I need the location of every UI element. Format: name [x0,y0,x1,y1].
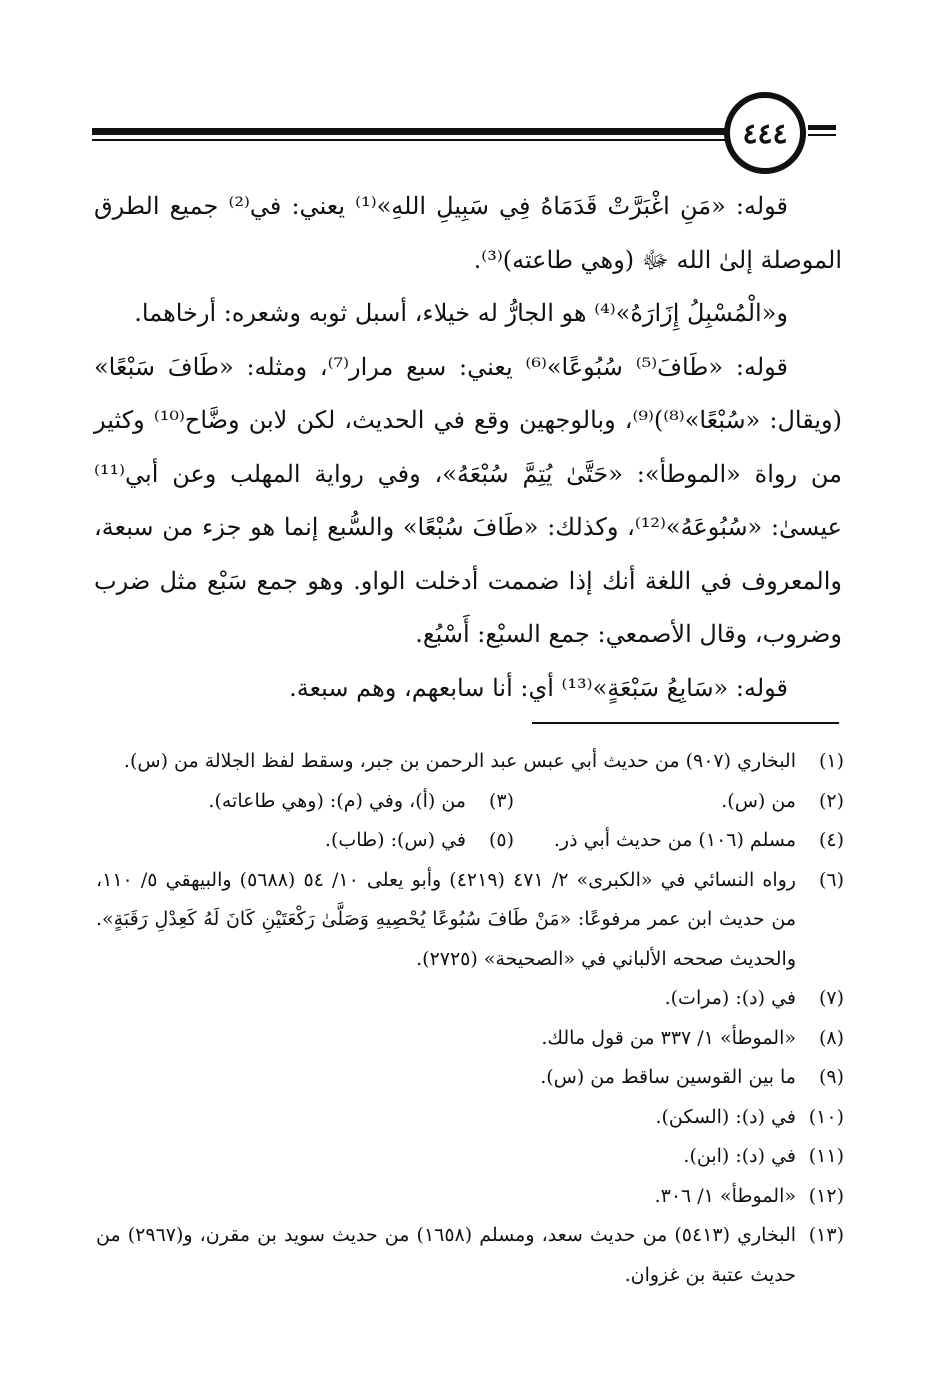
footnote-separator [532,722,839,724]
paragraph: قوله: «طَافَ⁽⁵⁾ سُبُوعًا»⁽⁶⁾ يعني: سبع مرار⁽⁷⁾، ومثله: «طَافَ سَبْعًا» (ويقال: «سُبْعًا»⁽⁸⁾)⁽⁹⁾، وبالوجهين وقع في الحديث، لكن لابن وضَّاح⁽¹⁰⁾ وكثير من رواة «الموطأ»: «حَتَّىٰ يُتِمَّ سُبْعَهُ»، وفي رواية المهلب وعن أبي⁽¹¹⁾ عيسىٰ: «سُبُوعَهُ»⁽¹²⁾، وكذلك: «طَافَ سُبْعًا» والسُّبع إنما هو جزء من سبعة، والمعروف في اللغة أنك إذا ضممت أدخلت الواو. وهو جمع سَبْع مثل ضرب وضروب، وقال الأصمعي: جمع السبْع: أَسْبُع. [94,352,843,648]
footnote-text: في (د): (ابن). [683,1145,796,1167]
footnote-text: «الموطأ» ١/ ٣٠٦. [654,1184,796,1207]
footnote-number: (١١) [808,1145,844,1167]
footnote [96,1177,844,1217]
footnote-text: في (د): (مرات). [664,987,796,1009]
footnote-number: (٧) [818,987,844,1009]
footnote-text: رواه النسائي في «الكبرى» ٢/ ٤٧١ (٤٢١٩) وأبو يعلى ١٠/ ٥٤ (٥٦٨٨) والبيهقي ٥/ ١١٠، من حديث ابن عمر مرفوعًا: «مَنْ طَافَ سُبُوعًا يُحْصِيهِ وَصَلَّىٰ رَكْعَتَيْنِ كَانَ لَهُ كَعِدْلِ رَقَبَةٍ». والحديث صححه الألباني في «الصحيحة» (٢٧٢٥). [96,868,796,970]
footnote-text: في (س): (طاب). [324,829,466,851]
footnote-text: في (د): (السكن). [655,1105,796,1128]
footnote-number: (٦) [818,868,844,891]
footnote-text: البخاري (٥٤١٣) من حديث سعد، ومسلم (١٦٥٨) من حديث سويد بن مقرن، و(٢٩٦٧) من حديث عتبة بن غزوان. [96,1224,797,1286]
main-text [94,180,842,715]
footnote-number: (٢) [818,789,844,812]
footnote-text: مسلم (١٠٦) من حديث أبي ذر. [553,829,796,851]
paragraph: قوله: «سَابِعُ سَبْعَةٍ»⁽¹³⁾ أي: أنا سابعهم، وهم سبعة. [289,673,788,702]
page-number: ٤٤٤ [724,92,806,174]
footnote-row [96,782,844,822]
footnote-number: (٤) [818,829,844,851]
footnote [96,1058,844,1098]
footnote-text: من (أ)، وفي (م): (وهي طاعاته). [208,789,466,812]
footnote [96,861,844,980]
footnote [96,1216,844,1295]
footnote-text: «الموطأ» ١/ ٣٣٧ من قول مالك. [541,1026,796,1049]
header-rule-thin [92,139,728,141]
footnote [514,821,844,861]
footnote-text: من (س). [721,789,796,812]
footnote-text: البخاري (٩٠٧) من حديث أبي عبس عبد الرحمن بن جبر، وسقط لفظ الجلالة من (س). [123,750,796,772]
footnote [96,1019,844,1059]
header-rule-right-thin [808,134,836,136]
footnote [96,742,844,782]
footnote [96,1137,844,1177]
footnote-number: (١) [818,750,844,772]
footnote [514,782,844,822]
footnote-number: (٥) [488,829,514,851]
header-rule [92,128,728,135]
footnote-number: (١٣) [808,1224,844,1246]
footnote-number: (٩) [818,1066,844,1088]
header-rule-right [808,125,836,130]
footnote [96,979,844,1019]
footnote-row [96,821,844,861]
footnote [96,1098,844,1138]
footnote [184,821,514,861]
footnote [184,782,514,822]
page-header [0,0,946,170]
footnote-number: (٣) [488,789,514,812]
footnote-number: (١٢) [808,1184,844,1207]
footnote-text: ما بين القوسين ساقط من (س). [540,1066,796,1088]
footnotes [96,742,844,1295]
footnote-number: (٨) [818,1026,844,1049]
paragraph: و«الْمُسْبِلُ إِزَارَهُ»⁽⁴⁾ هو الجارُّ له خيلاء، أسبل ثوبه وشعره: أرخاهما. [134,299,788,327]
footnote-number: (١٠) [808,1105,844,1128]
paragraph: قوله: «مَنِ اغْبَرَّتْ قَدَمَاهُ فِي سَبِيلِ اللهِ»⁽¹⁾ يعني: في⁽²⁾ جميع الطرق الموصلة إلىٰ الله ﷻ (وهي طاعته)⁽³⁾. [94,192,842,274]
